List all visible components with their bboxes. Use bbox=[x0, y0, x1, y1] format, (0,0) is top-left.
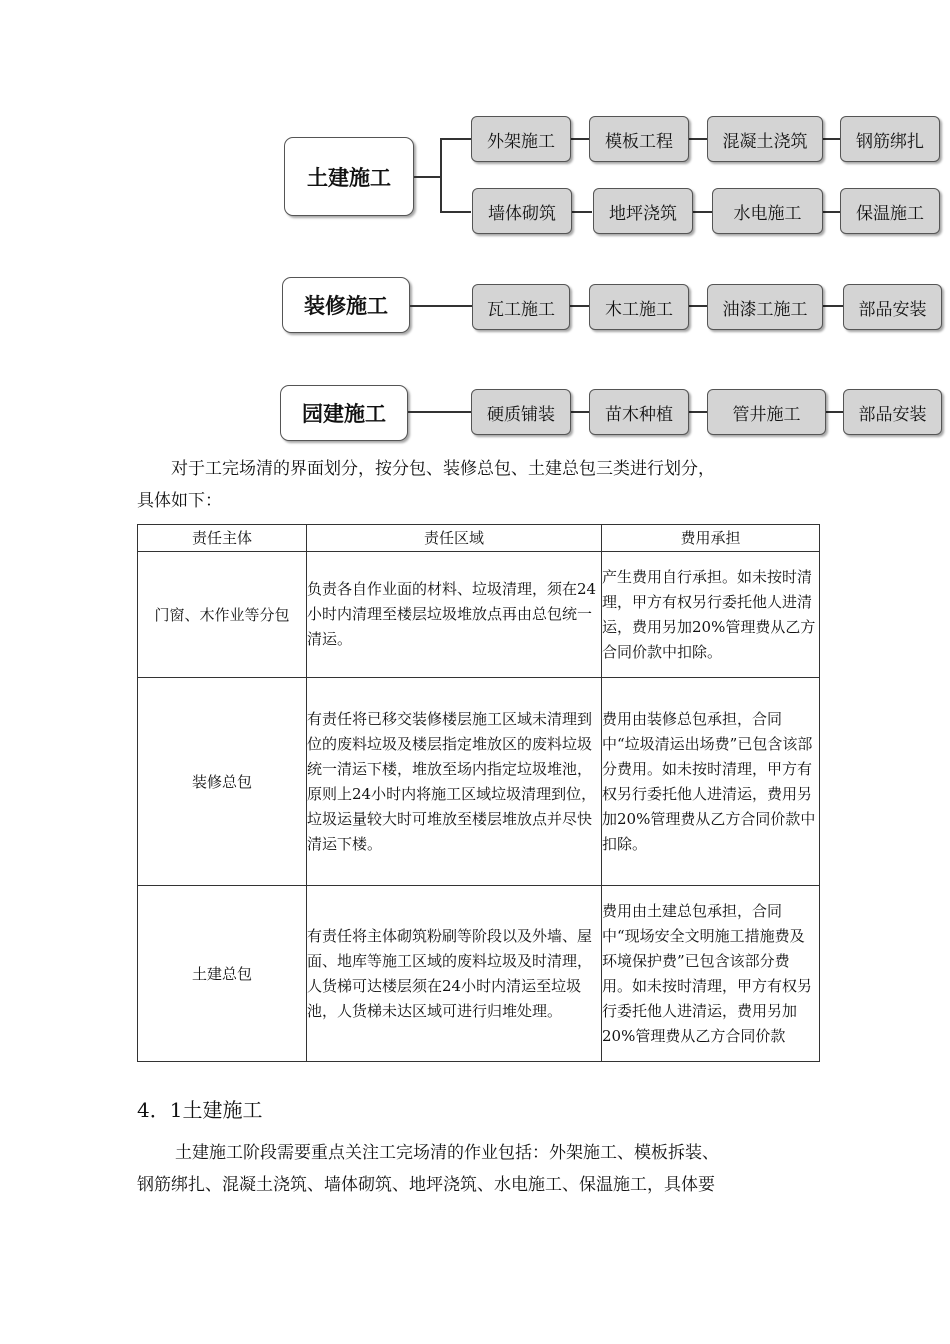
cell-cost: 产生费用自行承担。如未按时清理，甲方有权另行委托他人进清运，费用另加20%管理费从乙方合同价款中扣除。 bbox=[602, 552, 820, 678]
group-title-landscape: 园建施工 bbox=[280, 385, 408, 441]
task-box: 部品安装 bbox=[843, 389, 942, 435]
section-line-2: 钢筋绑扎、混凝土浇筑、墙体砌筑、地坪浇筑、水电施工、保温施工，具体要 bbox=[137, 1175, 715, 1195]
intro-line-2: 具体如下： bbox=[137, 491, 222, 511]
connector bbox=[570, 305, 589, 307]
connector bbox=[689, 411, 707, 413]
connector bbox=[823, 305, 843, 307]
task-box: 保温施工 bbox=[840, 188, 940, 234]
connector bbox=[408, 411, 471, 413]
task-box: 硬质铺装 bbox=[471, 389, 571, 435]
group-title-decoration: 装修施工 bbox=[282, 277, 410, 333]
table-row bbox=[138, 886, 820, 1062]
table-row bbox=[138, 552, 820, 678]
cell-cost: 费用由土建总包承担，合同中“现场安全文明施工措施费及环境保护费”已包含该部分费用。如未按时清理，甲方有权另行委托他人进清运，费用另加20%管理费从乙方合同价款 bbox=[602, 886, 820, 1062]
cell-subject: 门窗、木作业等分包 bbox=[138, 552, 307, 678]
intro-paragraph bbox=[137, 453, 817, 517]
connector bbox=[689, 305, 707, 307]
construction-scope-diagram bbox=[0, 0, 950, 450]
table-row bbox=[138, 678, 820, 886]
task-box: 模板工程 bbox=[589, 116, 689, 162]
connector bbox=[571, 138, 589, 140]
task-box: 墙体砌筑 bbox=[472, 188, 572, 234]
connector bbox=[572, 211, 592, 213]
task-box: 瓦工施工 bbox=[472, 284, 570, 330]
connector bbox=[826, 411, 843, 413]
task-box: 外架施工 bbox=[471, 116, 571, 162]
column-header: 费用承担 bbox=[602, 525, 820, 552]
responsibility-table bbox=[137, 524, 820, 1062]
cell-subject: 装修总包 bbox=[138, 678, 307, 886]
connector bbox=[823, 138, 840, 140]
task-box: 部品安装 bbox=[843, 284, 942, 330]
connector bbox=[410, 305, 472, 307]
cell-subject: 土建总包 bbox=[138, 886, 307, 1062]
connector bbox=[571, 411, 589, 413]
table-header-row bbox=[138, 525, 820, 552]
column-header: 责任区域 bbox=[307, 525, 602, 552]
task-box: 混凝土浇筑 bbox=[707, 116, 823, 162]
task-box: 管井施工 bbox=[707, 389, 826, 435]
connector bbox=[440, 138, 442, 212]
task-box: 水电施工 bbox=[712, 188, 823, 234]
task-box: 地坪浇筑 bbox=[593, 188, 693, 234]
task-box: 木工施工 bbox=[589, 284, 689, 330]
cell-cost: 费用由装修总包承担，合同中“垃圾清运出场费”已包含该部分费用。如未按时清理，甲方有权另行委托他人进清运，费用另加20%管理费从乙方合同价款中扣除。 bbox=[602, 678, 820, 886]
cell-area: 有责任将已移交装修楼层施工区域未清理到位的废料垃圾及楼层指定堆放区的废料垃圾统一清运下楼，堆放至场内指定垃圾堆池，原则上24小时内将施工区域垃圾清理到位，垃圾运量较大时可堆放至楼层堆放点并尽快清运下楼。 bbox=[307, 678, 602, 886]
connector bbox=[440, 211, 471, 213]
connector bbox=[689, 138, 707, 140]
task-box: 油漆工施工 bbox=[707, 284, 823, 330]
intro-line-1: 对于工完场清的界面划分，按分包、装修总包、土建总包三类进行划分， bbox=[171, 459, 715, 479]
cell-area: 有责任将主体砌筑粉刷等阶段以及外墙、屋面、地库等施工区域的废料垃圾及时清理，人货梯可达楼层须在24小时内清运至垃圾池，人货梯未达区域可进行归堆处理。 bbox=[307, 886, 602, 1062]
task-box: 苗木种植 bbox=[589, 389, 689, 435]
task-box: 钢筋绑扎 bbox=[840, 116, 940, 162]
connector bbox=[440, 138, 471, 140]
group-title-civil: 土建施工 bbox=[284, 137, 414, 216]
connector bbox=[823, 211, 840, 213]
connector bbox=[414, 176, 441, 178]
cell-area: 负责各自作业面的材料、垃圾清理，须在24小时内清理至楼层垃圾堆放点再由总包统一清运。 bbox=[307, 552, 602, 678]
connector bbox=[693, 211, 712, 213]
section-line-1: 土建施工阶段需要重点关注工完场清的作业包括：外架施工、模板拆装、 bbox=[175, 1143, 719, 1163]
section-heading: 4．1土建施工 bbox=[137, 1098, 263, 1122]
column-header: 责任主体 bbox=[138, 525, 307, 552]
section-paragraph bbox=[137, 1137, 817, 1201]
